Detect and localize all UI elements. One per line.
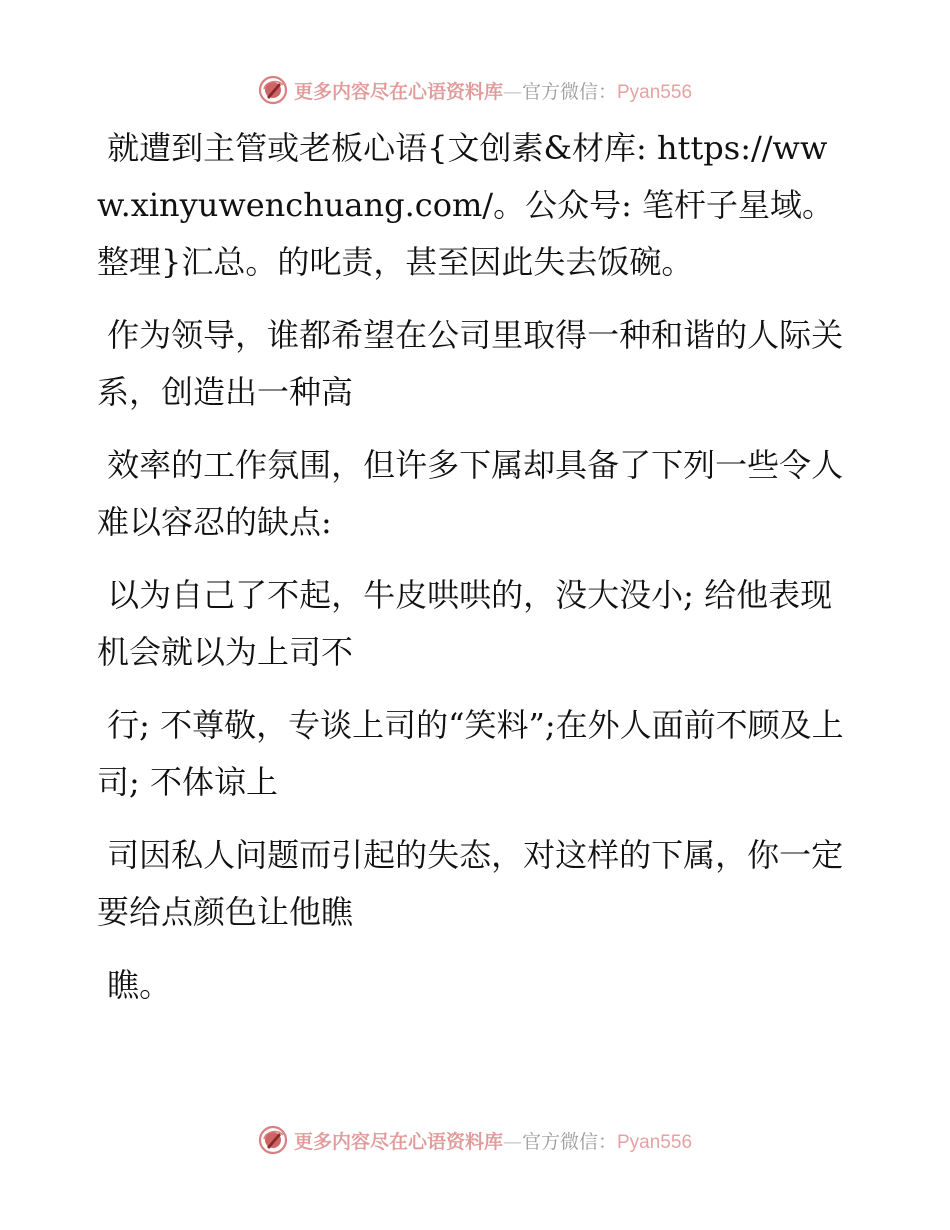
watermark-official: 官方微信：	[521, 1130, 617, 1153]
pen-logo-icon	[258, 75, 288, 105]
watermark-wechat-id: Pyan556	[617, 1131, 693, 1153]
document-body	[97, 120, 857, 1030]
watermark-separator: —	[502, 80, 522, 103]
paragraph: 瞧。	[97, 966, 172, 1004]
paragraph: 就遭到主管或老板心语{文创素&材库: https://www.xinyuwenchuang.com/。公众号: 笔杆子星域。整理}汇总。的叱责，甚至因此失去饭碗。	[97, 129, 835, 281]
watermark-brand: 更多内容尽在心语资料库	[293, 80, 503, 103]
paragraph: 司因私人问题而引起的失态，对这样的下属，你一定要给点颜色让他瞧	[97, 836, 844, 931]
watermark-wechat-id: Pyan556	[617, 81, 693, 103]
header-watermark	[0, 70, 950, 110]
paragraph: 效率的工作氛围，但许多下属却具备了下列一些令人难以容忍的缺点:	[97, 446, 844, 541]
watermark-brand: 更多内容尽在心语资料库	[293, 1130, 503, 1153]
watermark-separator: —	[502, 1130, 522, 1153]
watermark-row	[258, 1125, 692, 1155]
paragraph: 以为自己了不起，牛皮哄哄的，没大没小; 给他表现机会就以为上司不	[97, 576, 833, 671]
watermark-official: 官方微信：	[521, 80, 617, 103]
watermark-row	[258, 75, 692, 105]
pen-logo-icon	[258, 1125, 288, 1155]
footer-watermark	[0, 1120, 950, 1160]
watermark-text	[294, 77, 692, 104]
paragraph: 作为领导，谁都希望在公司里取得一种和谐的人际关系，创造出一种高	[97, 316, 844, 411]
watermark-text	[294, 1127, 692, 1154]
paragraph: 行; 不尊敬，专谈上司的“笑料”;在外人面前不顾及上司; 不体谅上	[97, 706, 844, 801]
